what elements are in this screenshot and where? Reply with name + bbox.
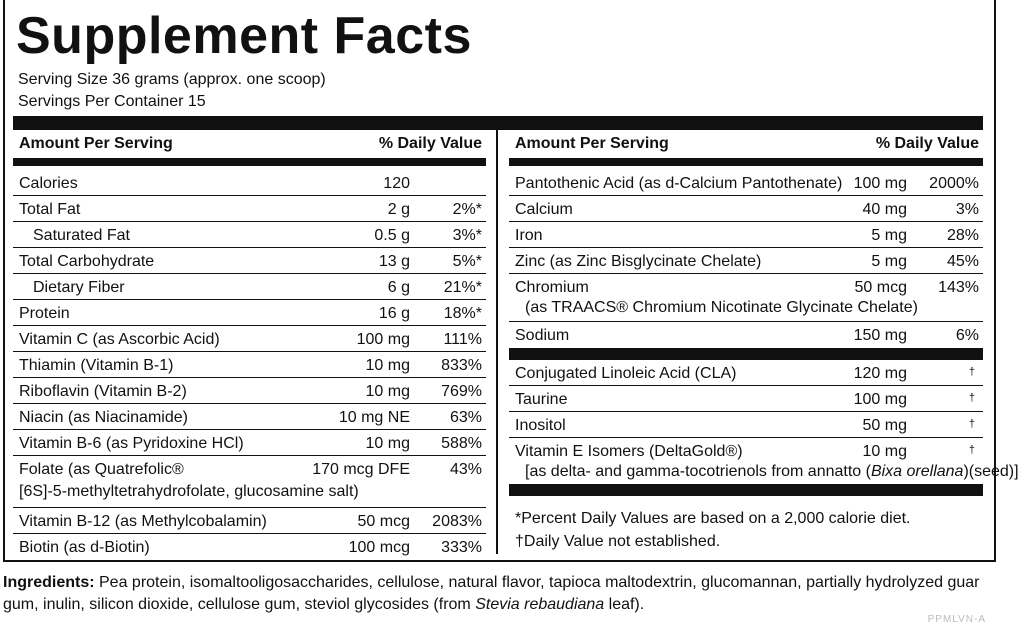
right-column <box>509 130 1019 496</box>
nutrient-daily-value: 333% <box>441 539 482 556</box>
nutrient-row <box>509 274 983 322</box>
nutrient-amount: 100 mcg <box>348 539 410 556</box>
nutrient-row <box>13 352 486 378</box>
section-divider <box>509 484 983 496</box>
nutrient-row <box>13 196 486 222</box>
top-divider-bar <box>13 116 983 130</box>
nutrient-daily-value: 111% <box>443 331 482 348</box>
nutrient-amount: 10 mg <box>365 435 410 452</box>
nutrient-name: Total Carbohydrate <box>19 253 155 270</box>
nutrient-amount: 10 mg <box>862 443 907 460</box>
nutrient-name: Total Fat <box>19 201 81 218</box>
nutrient-name: Biotin (as d-Biotin) <box>19 539 150 556</box>
nutrient-row <box>509 196 983 222</box>
panel-title: Supplement Facts <box>16 7 472 65</box>
nutrient-amount: 150 mg <box>853 327 907 344</box>
nutrient-name: Folate (as Quatrefolic® <box>19 461 184 478</box>
nutrient-daily-value: † <box>968 444 975 456</box>
nutrient-amount: 10 mg <box>365 383 410 400</box>
nutrient-row <box>509 248 983 274</box>
nutrient-daily-value: † <box>968 418 975 430</box>
nutrient-name: Niacin (as Niacinamide) <box>19 409 188 426</box>
nutrient-daily-value: 45% <box>946 253 979 270</box>
nutrient-amount: 0.5 g <box>374 227 410 244</box>
serving-size: Serving Size 36 grams (approx. one scoop) <box>18 71 326 88</box>
amount-per-serving-header: Amount Per Serving <box>19 135 173 152</box>
servings-per-container: Servings Per Container 15 <box>18 93 206 110</box>
left-column <box>13 130 486 560</box>
nutrient-name: Vitamin E Isomers (DeltaGold®) <box>515 443 743 460</box>
footnote-dv-not-established: †Daily Value not established. <box>515 533 721 550</box>
nutrient-amount: 13 g <box>378 253 410 270</box>
nutrient-name: Iron <box>515 227 543 244</box>
nutrient-amount: 50 mcg <box>854 279 907 296</box>
nutrient-row <box>13 248 486 274</box>
amount-per-serving-header: Amount Per Serving <box>515 135 669 152</box>
detail-text-end: )(seed)] <box>963 463 1019 480</box>
nutrient-row <box>13 456 486 508</box>
nutrient-name: Vitamin B-6 (as Pyridoxine HCl) <box>19 435 244 452</box>
nutrient-row <box>13 326 486 352</box>
nutrient-name: Thiamin (Vitamin B-1) <box>19 357 174 374</box>
nutrient-daily-value: † <box>968 366 975 378</box>
nutrient-row <box>509 222 983 248</box>
nutrient-daily-value: 2000% <box>929 175 979 192</box>
nutrient-daily-value: 21%* <box>443 279 482 296</box>
nutrient-name: Vitamin B-12 (as Methylcobalamin) <box>19 513 267 530</box>
nutrient-amount: 10 mg <box>365 357 410 374</box>
nutrient-row <box>509 412 983 438</box>
nutrient-amount: 50 mg <box>862 417 907 434</box>
nutrient-daily-value: 2083% <box>432 513 482 530</box>
nutrient-amount: 50 mcg <box>357 513 410 530</box>
nutrient-name: Calories <box>19 175 78 192</box>
ingredients-species: Stevia rebaudiana <box>475 596 605 613</box>
nutrient-row <box>509 438 1019 484</box>
nutrient-daily-value: 28% <box>946 227 979 244</box>
nutrient-name: Dietary Fiber <box>33 279 125 296</box>
nutrient-name: Sodium <box>515 327 570 344</box>
footnote-percent-dv: *Percent Daily Values are based on a 2,000 calorie diet. <box>515 510 911 527</box>
ingredients-text: Pea protein, isomaltooligosaccharides, cellulose, natural flavor, tapioca maltodextrin, glucomannan, partially hydrolyzed guar gum, inulin, silicon dioxide, cellulose gum, steviol glycosides (from <box>3 574 980 613</box>
nutrient-amount: 40 mg <box>862 201 907 218</box>
daily-value-header: % Daily Value <box>378 135 482 152</box>
nutrient-row <box>13 274 486 300</box>
detail-text: [as delta- and gamma-tocotrienols from annatto ( <box>525 463 871 480</box>
nutrient-amount: 120 <box>383 175 410 192</box>
nutrient-amount: 16 g <box>378 305 410 322</box>
header-divider <box>13 158 486 166</box>
nutrient-name: Riboflavin (Vitamin B-2) <box>19 383 187 400</box>
column-divider <box>496 130 498 554</box>
nutrient-name: Conjugated Linoleic Acid (CLA) <box>515 365 737 382</box>
section-divider <box>509 348 983 360</box>
nutrient-daily-value: 588% <box>441 435 482 452</box>
ingredients-text-end: leaf). <box>604 596 645 613</box>
nutrient-amount: 6 g <box>387 279 410 296</box>
nutrient-amount: 100 mg <box>853 391 907 408</box>
nutrient-daily-value: 769% <box>441 383 482 400</box>
nutrient-row <box>13 508 486 534</box>
nutrient-name: Calcium <box>515 201 573 218</box>
nutrient-amount: 5 mg <box>871 227 907 244</box>
nutrient-daily-value: 5%* <box>452 253 482 270</box>
nutrient-row <box>13 378 486 404</box>
nutrient-daily-value: 833% <box>441 357 482 374</box>
detail-species: Bixa orellana <box>870 463 964 480</box>
ingredients <box>3 572 995 616</box>
nutrient-row <box>509 386 983 412</box>
nutrient-amount: 120 mg <box>853 365 907 382</box>
nutrient-amount: 100 mg <box>853 175 907 192</box>
nutrient-name: Protein <box>19 305 70 322</box>
nutrient-daily-value: † <box>968 392 975 404</box>
nutrient-row <box>509 360 983 386</box>
nutrient-name-detail <box>525 462 1019 482</box>
product-code: PPMLVN-A <box>927 614 986 625</box>
nutrient-row <box>13 404 486 430</box>
nutrient-daily-value: 3%* <box>452 227 482 244</box>
nutrient-row <box>13 300 486 326</box>
nutrient-name: Chromium <box>515 279 589 296</box>
nutrient-daily-value: 3% <box>955 201 979 218</box>
nutrient-amount: 10 mg NE <box>338 409 410 426</box>
nutrient-name: Taurine <box>515 391 568 408</box>
daily-value-header: % Daily Value <box>875 135 979 152</box>
nutrient-row <box>13 222 486 248</box>
nutrient-daily-value: 18%* <box>443 305 482 322</box>
nutrient-daily-value: 43% <box>449 461 482 478</box>
nutrient-row <box>13 170 486 196</box>
nutrient-name-detail: (as TRAACS® Chromium Nicotinate Glycinate Chelate) <box>525 299 918 316</box>
nutrient-amount: 5 mg <box>871 253 907 270</box>
nutrient-name: Inositol <box>515 417 566 434</box>
right-header <box>509 130 983 158</box>
nutrient-row <box>509 170 983 196</box>
nutrient-daily-value: 2%* <box>452 201 482 218</box>
nutrient-row <box>13 430 486 456</box>
nutrient-amount: 170 mcg DFE <box>312 461 410 478</box>
nutrient-amount: 100 mg <box>356 331 410 348</box>
nutrient-name: Pantothenic Acid (as d-Calcium Pantothenate) <box>515 175 843 192</box>
nutrient-name: Vitamin C (as Ascorbic Acid) <box>19 331 220 348</box>
nutrient-amount: 2 g <box>387 201 410 218</box>
nutrient-daily-value: 6% <box>955 327 979 344</box>
nutrient-name: Saturated Fat <box>33 227 130 244</box>
nutrient-row <box>13 534 486 560</box>
nutrient-daily-value: 143% <box>938 279 979 296</box>
nutrient-name-detail: [6S]-5-methyltetrahydrofolate, glucosamine salt) <box>19 483 359 500</box>
nutrient-name: Zinc (as Zinc Bisglycinate Chelate) <box>515 253 762 270</box>
nutrient-daily-value: 63% <box>449 409 482 426</box>
left-header <box>13 130 486 158</box>
header-divider <box>509 158 983 166</box>
nutrient-row <box>509 322 983 348</box>
ingredients-label: Ingredients: <box>3 574 95 591</box>
